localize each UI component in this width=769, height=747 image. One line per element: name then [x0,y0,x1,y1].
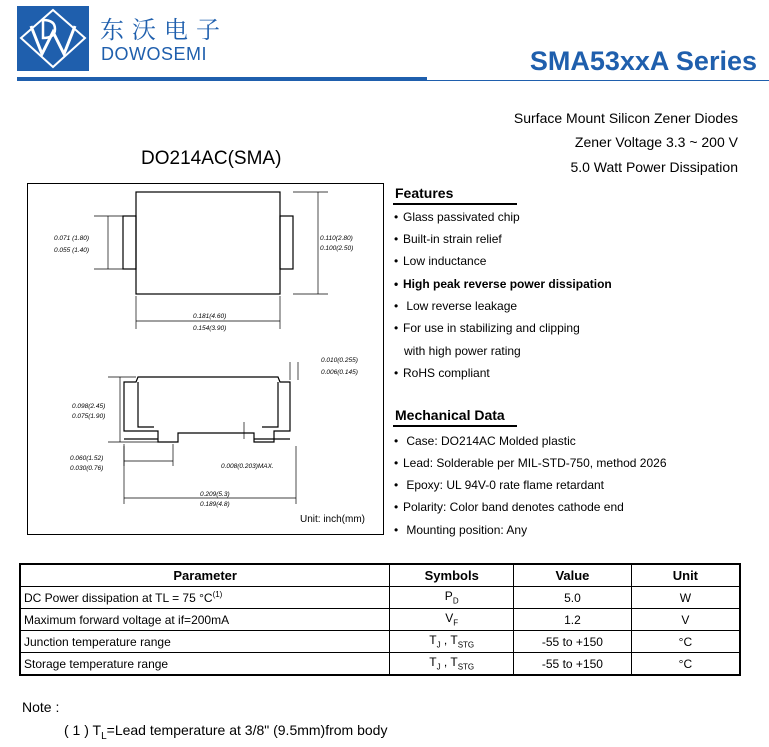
table-header-row [20,564,740,587]
feature-item: • Glass passivated chip [394,210,520,224]
header-parameter: Parameter [20,564,390,587]
dim-110-b: 0.100(2.50) [320,245,354,252]
mechanical-item: • Case: DO214AC Molded plastic [394,434,576,448]
note-item: ( 1 ) $T_L=Lead$ temperature at 3/8" (9.5mm)from body [64,722,388,742]
header-unit: Unit [631,564,740,587]
dim-071-b: 0.055 (1.40) [54,247,90,254]
series-title: SMA53xxA Series [529,46,757,76]
mechanical-item: • Mounting position: Any [394,523,528,537]
mechanical-item: • Lead: Solderable per MIL-STD-750, method 2026 [394,456,667,470]
feature-item: • Low reverse leakage [394,299,518,313]
value-cell: -55 to +150 [514,653,632,676]
dim-060-b: 0.030(0.76) [70,465,104,472]
symbol-cell: $T_J$ , $T_{STG}$ [390,631,514,653]
dim-010-a: 0.010(0.255) [321,357,358,364]
param-cell: Storage temperature range [20,653,390,676]
table-row [20,609,740,631]
param-cell: Junction temperature range [20,631,390,653]
package-outline-diagram [28,184,383,534]
header-value: Value [514,564,632,587]
feature-item-continued: with high power rating [404,344,521,358]
table-row [20,653,740,676]
dim-110-a: 0.110(2.80) [320,235,353,242]
mechanical-item: • Epoxy: UL 94V-0 rate flame retardant [394,478,604,492]
feature-item: • High peak reverse power dissipation [394,277,612,291]
dim-010-b: 0.006(0.145) [321,369,358,376]
mechanical-underline [393,425,517,427]
subtitle-line2: Zener Voltage 3.3 ~ 200 V [574,134,738,150]
param-cell: Maximum forward voltage at if=200mA [20,609,390,631]
dim-098-a: 0.098(2.45) [72,403,106,410]
symbol-cell: $V_F$ [390,609,514,631]
feature-item: • Built-in strain relief [394,232,502,246]
company-logo [17,6,89,71]
feature-item: • For use in stabilizing and clipping [394,321,580,335]
header-rule-thin [427,80,769,81]
dim-098-b: 0.075(1.90) [72,413,106,420]
mechanical-item: • Polarity: Color band denotes cathode end [394,500,624,514]
symbol-cell: $T_J$ , $T_{STG}$ [390,653,514,676]
dim-181-b: 0.154(3.90) [193,325,227,332]
feature-item: • Low inductance [394,254,487,268]
table-row [20,587,740,609]
note-title: Note : [22,699,60,715]
package-drawing [27,183,384,535]
package-title: DO214AC(SMA) [141,148,282,169]
value-cell: -55 to +150 [514,631,632,653]
mechanical-title: Mechanical Data [395,407,505,423]
symbol-cell: $P_D$ [390,587,514,609]
brand-name-cn: 东沃电子 [100,16,228,44]
feature-item: • RoHS compliant [394,366,490,380]
header-symbols: Symbols [390,564,514,587]
unit-cell: °C [631,653,740,676]
subtitle-line3: 5.0 Watt Power Dissipation [570,159,738,175]
features-underline [393,203,517,205]
unit-cell: V [631,609,740,631]
brand-name-en: DOWOSEMI [101,44,207,64]
dim-209-a: 0.209(5.3) [200,491,230,498]
value-cell: 5.0 [514,587,632,609]
features-title: Features [395,185,454,201]
table-row [20,631,740,653]
header-rule-thick [17,77,427,81]
param-cell: DC Power dissipation at TL = 75 $^\circ C^{(1)}$ [20,587,390,609]
dim-209-b: 0.189(4.8) [200,501,230,508]
value-cell: 1.2 [514,609,632,631]
logo-mark-icon [17,6,89,71]
unit-note: Unit: inch(mm) [300,514,366,525]
dim-008: 0.008(0.203)MAX. [221,463,274,470]
dim-181-a: 0.181(4.60) [193,313,227,320]
unit-cell: W [631,587,740,609]
ratings-table [19,563,741,676]
subtitle-line1: Surface Mount Silicon Zener Diodes [513,110,738,126]
dim-060-a: 0.060(1.52) [70,455,104,462]
unit-cell: °C [631,631,740,653]
dim-071-a: 0.071 (1.80) [54,235,90,242]
